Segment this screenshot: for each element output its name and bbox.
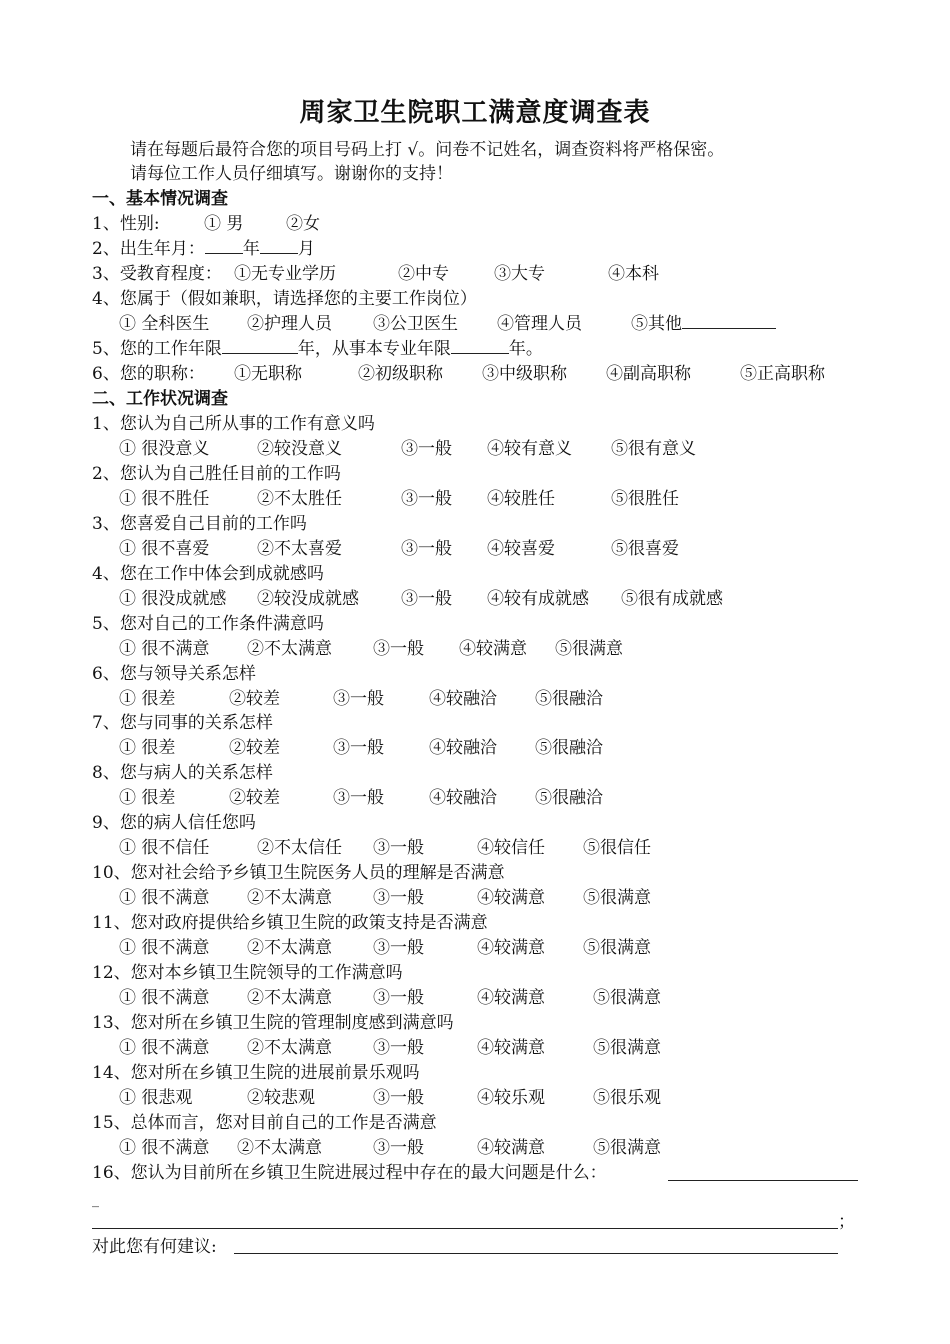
option-4[interactable]: ④较有成就感 bbox=[487, 589, 589, 609]
work-question-7-options bbox=[119, 736, 759, 760]
option-5[interactable]: ⑤很满意 bbox=[583, 938, 651, 958]
option-2[interactable]: ②较没成就感 bbox=[257, 589, 359, 609]
option-1[interactable]: ① 很没意义 bbox=[119, 439, 210, 459]
work-question-14-label: 14、您对所在乡镇卫生院的进展前景乐观吗 bbox=[92, 1063, 420, 1083]
option-1[interactable]: ①无职称 bbox=[234, 364, 302, 384]
work-question-11-label: 11、您对政府提供给乡镇卫生院的政策支持是否满意 bbox=[92, 913, 488, 933]
option-4[interactable]: ④较有意义 bbox=[487, 439, 572, 459]
option-2[interactable]: ②不太满意 bbox=[247, 1038, 332, 1058]
option-male[interactable]: ① 男 bbox=[204, 214, 244, 234]
option-label: ⑤其他 bbox=[631, 314, 682, 334]
work-question-8-options bbox=[119, 786, 759, 810]
suggestion-label: 对此您有何建议: bbox=[92, 1237, 217, 1257]
question-mid: 年，从事本专业年限 bbox=[297, 339, 451, 359]
question-education bbox=[92, 262, 792, 286]
option-1[interactable]: ① 很悲观 bbox=[119, 1088, 193, 1108]
work-question-4-label: 4、您在工作中体会到成就感吗 bbox=[92, 564, 324, 584]
option-4[interactable]: ④较信任 bbox=[477, 838, 545, 858]
options-position bbox=[119, 312, 819, 336]
problem-blank-tail: _ bbox=[92, 1192, 99, 1208]
option-2[interactable]: ②不太满意 bbox=[247, 938, 332, 958]
option-4[interactable]: ④较满意 bbox=[477, 988, 545, 1008]
option-1[interactable]: ① 很不信任 bbox=[119, 838, 210, 858]
question-label: 1、性别: bbox=[92, 214, 160, 234]
option-female[interactable]: ②女 bbox=[286, 214, 320, 234]
option-3[interactable]: ③一般 bbox=[401, 489, 452, 509]
option-3[interactable]: ③一般 bbox=[373, 938, 424, 958]
problem-answer-line[interactable] bbox=[92, 1228, 838, 1229]
question-job-title bbox=[92, 362, 872, 386]
work-question-4-options bbox=[119, 587, 759, 611]
birth-year-blank[interactable] bbox=[205, 237, 243, 254]
option-1[interactable]: ① 很不满意 bbox=[119, 988, 210, 1008]
work-question-12-options bbox=[119, 986, 759, 1010]
option-2[interactable]: ②不太喜爱 bbox=[257, 539, 342, 559]
option-4[interactable]: ④较满意 bbox=[477, 1138, 545, 1158]
question-label: 6、您的职称： bbox=[92, 364, 205, 384]
option-5[interactable]: ⑤很满意 bbox=[593, 988, 661, 1008]
option-2[interactable]: ②较差 bbox=[229, 788, 280, 808]
work-question-1-label: 1、您认为自己所从事的工作有意义吗 bbox=[92, 414, 375, 434]
option-4[interactable]: ④较融洽 bbox=[429, 738, 497, 758]
option-1[interactable]: ① 很不喜爱 bbox=[119, 539, 210, 559]
option-1[interactable]: ① 全科医生 bbox=[119, 314, 210, 334]
question-label: 2、出生年月： bbox=[92, 239, 205, 259]
work-question-3-options bbox=[119, 537, 759, 561]
profession-years-blank[interactable] bbox=[451, 337, 509, 354]
work-question-9-options bbox=[119, 836, 759, 860]
option-1[interactable]: ① 很没成就感 bbox=[119, 589, 227, 609]
option-3[interactable]: ③一般 bbox=[373, 888, 424, 908]
problem-blank-line[interactable] bbox=[668, 1180, 858, 1181]
option-5[interactable]: ⑤很融洽 bbox=[535, 689, 603, 709]
option-5[interactable]: ⑤很有成就感 bbox=[621, 589, 723, 609]
option-4[interactable]: ④较满意 bbox=[477, 1038, 545, 1058]
suggestion-answer-line[interactable] bbox=[234, 1253, 838, 1254]
work-question-1-options bbox=[119, 437, 759, 461]
option-5[interactable]: ⑤很融洽 bbox=[535, 738, 603, 758]
work-question-10-options bbox=[119, 886, 759, 910]
option-4[interactable]: ④较融洽 bbox=[429, 788, 497, 808]
intro-line-1: 请在每题后最符合您的项目号码上打 √。问卷不记姓名，调查资料将严格保密。 bbox=[130, 140, 725, 160]
section-heading-basic: 一、基本情况调查 bbox=[92, 189, 228, 209]
option-1[interactable]: ① 很差 bbox=[119, 788, 176, 808]
option-4[interactable]: ④较满意 bbox=[477, 938, 545, 958]
work-question-11-options bbox=[119, 936, 759, 960]
option-4[interactable]: ④较满意 bbox=[459, 639, 527, 659]
question-birth bbox=[92, 237, 315, 261]
option-2[interactable]: ②不太信任 bbox=[257, 838, 342, 858]
option-3[interactable]: ③一般 bbox=[333, 689, 384, 709]
section-heading-work: 二、工作状况调查 bbox=[92, 389, 228, 409]
work-question-3-label: 3、您喜爱自己目前的工作吗 bbox=[92, 514, 307, 534]
option-1[interactable]: ① 很不满意 bbox=[119, 1138, 210, 1158]
option-4[interactable]: ④较满意 bbox=[477, 888, 545, 908]
option-3[interactable]: ③中级职称 bbox=[482, 364, 567, 384]
other-blank[interactable] bbox=[682, 312, 776, 329]
option-5[interactable]: ⑤很乐观 bbox=[593, 1088, 661, 1108]
question-work-years bbox=[92, 337, 543, 361]
option-4[interactable]: ④较胜任 bbox=[487, 489, 555, 509]
question-suffix: 年。 bbox=[508, 339, 543, 359]
option-1[interactable]: ① 很不满意 bbox=[119, 888, 210, 908]
option-5[interactable]: ⑤很有意义 bbox=[611, 439, 696, 459]
option-2[interactable]: ②不太满意 bbox=[247, 988, 332, 1008]
option-2[interactable]: ②较悲观 bbox=[247, 1088, 315, 1108]
option-4[interactable]: ④管理人员 bbox=[497, 314, 582, 334]
work-question-13-options bbox=[119, 1036, 759, 1060]
option-2[interactable]: ②中专 bbox=[398, 264, 449, 284]
option-1[interactable]: ① 很不满意 bbox=[119, 1038, 210, 1058]
option-2[interactable]: ②不太满意 bbox=[237, 1138, 322, 1158]
question-biggest-problem: 16、您认为目前所在乡镇卫生院进展过程中存在的最大问题是什么： bbox=[92, 1163, 607, 1183]
option-2[interactable]: ②较差 bbox=[229, 689, 280, 709]
option-5[interactable]: ⑤很满意 bbox=[593, 1138, 661, 1158]
option-1[interactable]: ① 很差 bbox=[119, 689, 176, 709]
year-unit: 年 bbox=[242, 239, 260, 259]
option-5[interactable]: ⑤很满意 bbox=[555, 639, 623, 659]
option-1[interactable]: ① 很差 bbox=[119, 738, 176, 758]
option-3[interactable]: ③一般 bbox=[373, 639, 424, 659]
work-question-5-label: 5、您对自己的工作条件满意吗 bbox=[92, 614, 324, 634]
option-2[interactable]: ②不太胜任 bbox=[257, 489, 342, 509]
work-question-10-label: 10、您对社会给予乡镇卫生院医务人员的理解是否满意 bbox=[92, 863, 505, 883]
option-2[interactable]: ②初级职称 bbox=[358, 364, 443, 384]
option-2[interactable]: ②不太满意 bbox=[247, 639, 332, 659]
question-gender bbox=[92, 212, 492, 236]
option-5[interactable]: ⑤很融洽 bbox=[535, 788, 603, 808]
option-5[interactable]: ⑤很喜爱 bbox=[611, 539, 679, 559]
intro-line-2: 请每位工作人员仔细填写。谢谢你的支持！ bbox=[130, 164, 453, 184]
work-question-6-label: 6、您与领导关系怎样 bbox=[92, 664, 256, 684]
work-question-15-label: 15、总体而言，您对目前自己的工作是否满意 bbox=[92, 1113, 437, 1133]
question-position: 4、您属于（假如兼职，请选择您的主要工作岗位） bbox=[92, 289, 477, 309]
option-5[interactable]: ⑤很满意 bbox=[593, 1038, 661, 1058]
option-3[interactable]: ③一般 bbox=[401, 439, 452, 459]
option-3[interactable]: ③一般 bbox=[373, 838, 424, 858]
work-question-2-options bbox=[119, 487, 759, 511]
work-question-7-label: 7、您与同事的关系怎样 bbox=[92, 713, 273, 733]
birth-month-blank[interactable] bbox=[260, 237, 298, 254]
option-4[interactable]: ④较融洽 bbox=[429, 689, 497, 709]
option-1[interactable]: ① 很不满意 bbox=[119, 639, 210, 659]
work-question-5-options bbox=[119, 637, 759, 661]
work-question-6-options bbox=[119, 687, 759, 711]
option-5[interactable]: ⑤很信任 bbox=[583, 838, 651, 858]
option-2[interactable]: ②较差 bbox=[229, 738, 280, 758]
work-question-9-label: 9、您的病人信任您吗 bbox=[92, 813, 256, 833]
option-3[interactable]: ③一般 bbox=[401, 589, 452, 609]
work-question-13-label: 13、您对所在乡镇卫生院的管理制度感到满意吗 bbox=[92, 1013, 454, 1033]
option-3[interactable]: ③一般 bbox=[373, 1038, 424, 1058]
option-2[interactable]: ②不太满意 bbox=[247, 888, 332, 908]
work-question-2-label: 2、您认为自己胜任目前的工作吗 bbox=[92, 464, 341, 484]
work-question-15-options bbox=[119, 1136, 759, 1160]
option-5[interactable] bbox=[631, 312, 776, 336]
document-title: 周家卫生院职工满意度调查表 bbox=[299, 98, 651, 128]
option-3[interactable]: ③公卫医生 bbox=[373, 314, 458, 334]
option-3[interactable]: ③一般 bbox=[401, 539, 452, 559]
option-1[interactable]: ① 很不胜任 bbox=[119, 489, 210, 509]
option-5[interactable]: ⑤正高职称 bbox=[740, 364, 825, 384]
option-3[interactable]: ③一般 bbox=[373, 1138, 424, 1158]
work-question-12-label: 12、您对本乡镇卫生院领导的工作满意吗 bbox=[92, 963, 403, 983]
option-4[interactable]: ④较喜爱 bbox=[487, 539, 555, 559]
option-1[interactable]: ①无专业学历 bbox=[234, 264, 336, 284]
option-3[interactable]: ③一般 bbox=[333, 788, 384, 808]
question-label: 3、受教育程度： bbox=[92, 264, 222, 284]
option-2[interactable]: ②护理人员 bbox=[247, 314, 332, 334]
option-4[interactable]: ④副高职称 bbox=[606, 364, 691, 384]
option-4[interactable]: ④较乐观 bbox=[477, 1088, 545, 1108]
option-5[interactable]: ⑤很胜任 bbox=[611, 489, 679, 509]
month-unit: 月 bbox=[297, 239, 315, 259]
problem-line-end: ； bbox=[838, 1212, 855, 1232]
option-2[interactable]: ②较没意义 bbox=[257, 439, 342, 459]
work-question-8-label: 8、您与病人的关系怎样 bbox=[92, 763, 273, 783]
option-1[interactable]: ① 很不满意 bbox=[119, 938, 210, 958]
option-3[interactable]: ③一般 bbox=[373, 988, 424, 1008]
question-label: 5、您的工作年限 bbox=[92, 339, 222, 359]
work-question-14-options bbox=[119, 1086, 759, 1110]
option-4[interactable]: ④本科 bbox=[608, 264, 659, 284]
option-3[interactable]: ③大专 bbox=[494, 264, 545, 284]
option-5[interactable]: ⑤很满意 bbox=[583, 888, 651, 908]
work-years-blank[interactable] bbox=[222, 337, 298, 354]
option-3[interactable]: ③一般 bbox=[373, 1088, 424, 1108]
option-3[interactable]: ③一般 bbox=[333, 738, 384, 758]
